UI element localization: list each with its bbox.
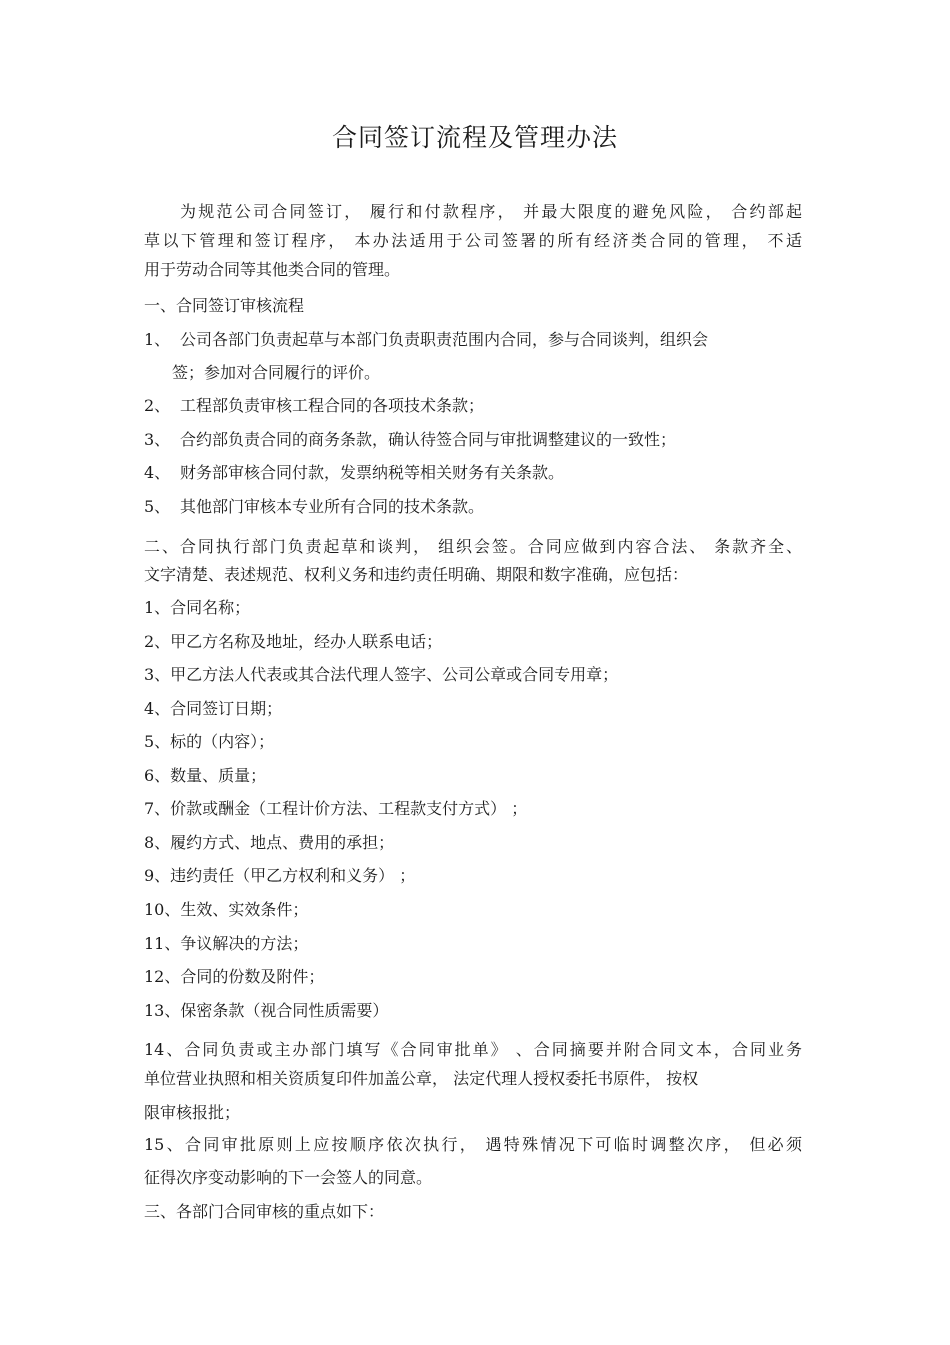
intro-line-1: 为规范公司合同签订， 履行和付款程序， 并最大限度的避免风险， 合约部起 — [180, 202, 802, 221]
item-number: 4、 — [144, 463, 171, 482]
section-2-item-12: 12、合同的份数及附件； — [144, 967, 325, 986]
section-3-heading: 三、各部门合同审核的重点如下： — [144, 1202, 385, 1221]
section-2-item-10: 10、生效、实效条件； — [144, 900, 309, 919]
section-2-item-14-line-2: 单位营业执照和相关资质复印件加盖公章， 法定代理人授权委托书原件， 按权 — [144, 1069, 699, 1088]
section-2-heading-line-1: 二、合同执行部门负责起草和谈判， 组织会签。合同应做到内容合法、 条款齐全、 — [144, 537, 802, 556]
section-2-item-9: 9、违约责任（甲乙方权利和义务） ； — [144, 866, 416, 885]
section-2-item-5: 5、标的（内容）； — [144, 732, 275, 751]
item-number: 3、 — [144, 430, 171, 449]
section-1-item-2 — [144, 396, 484, 416]
section-2-item-15-line-2: 征得次序变动影响的下一会签人的同意。 — [144, 1168, 433, 1187]
section-2-item-14-line-3: 限审核报批； — [144, 1103, 241, 1122]
section-1-item-1-continued: 签；参加对合同履行的评价。 — [172, 363, 381, 382]
intro-line-2: 草以下管理和签订程序， 本办法适用于公司签署的所有经济类合同的管理， 不适 — [144, 231, 802, 250]
item-text: 其他部门审核本专业所有合同的技术条款。 — [180, 497, 485, 516]
intro-line-3: 用于劳动合同等其他类合同的管理。 — [144, 260, 401, 279]
section-2-item-6: 6、数量、质量； — [144, 766, 267, 785]
item-number: 5、 — [144, 497, 171, 516]
section-2-item-15-line-1: 15、合同审批原则上应按顺序依次执行， 遇特殊情况下可临时调整次序， 但必须 — [144, 1135, 802, 1154]
section-2-item-14-line-1: 14、合同负责或主办部门填写《合同审批单》 、合同摘要并附合同文本，合同业务 — [144, 1040, 802, 1059]
section-2-item-4: 4、合同签订日期； — [144, 699, 283, 718]
section-1-item-4 — [144, 463, 564, 483]
section-1-item-3 — [144, 430, 676, 450]
section-2-item-13: 13、保密条款（视合同性质需要） — [144, 1001, 389, 1020]
item-text: 公司各部门负责起草与本部门负责职责范围内合同，参与合同谈判，组织会 — [180, 330, 709, 349]
section-1-item-1 — [144, 330, 708, 350]
item-text: 财务部审核合同付款，发票纳税等相关财务有关条款。 — [180, 463, 565, 482]
section-2-item-11: 11、争议解决的方法； — [144, 934, 309, 953]
section-2-item-1: 1、合同名称； — [144, 598, 251, 617]
document-title: 合同签订流程及管理办法 — [331, 123, 618, 152]
item-number: 1、 — [144, 330, 171, 349]
section-2-item-2: 2、甲乙方名称及地址，经办人联系电话； — [144, 632, 443, 651]
item-number: 2、 — [144, 396, 171, 415]
section-2-heading-line-2: 文字清楚、表述规范、权利义务和违约责任明确、期限和数字准确，应包括： — [144, 565, 689, 584]
item-text: 合约部负责合同的商务条款，确认待签合同与审批调整建议的一致性； — [180, 430, 677, 449]
section-2-item-3: 3、甲乙方法人代表或其合法代理人签字、公司公章或合同专用章； — [144, 665, 619, 684]
section-1-heading: 一、合同签订审核流程 — [144, 296, 305, 315]
item-text: 工程部负责审核工程合同的各项技术条款； — [180, 396, 485, 415]
section-1-item-5 — [144, 497, 484, 517]
section-2-item-7: 7、价款或酬金（工程计价方法、工程款支付方式） ； — [144, 799, 528, 818]
section-2-item-8: 8、履约方式、地点、费用的承担； — [144, 833, 395, 852]
